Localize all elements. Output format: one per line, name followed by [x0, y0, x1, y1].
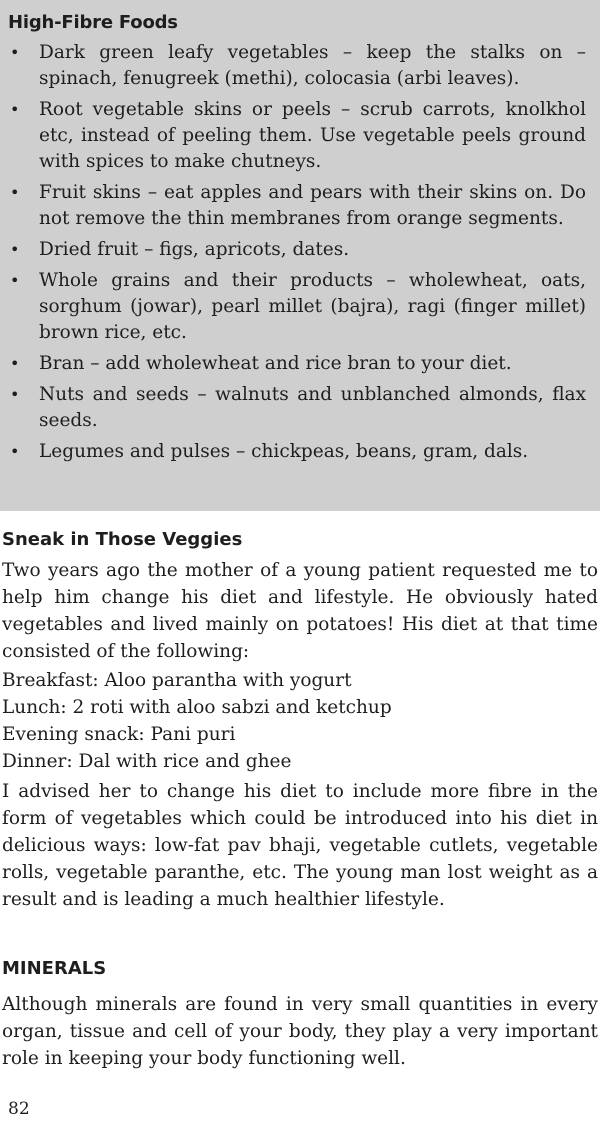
bullet-icon: •: [10, 354, 20, 373]
veggies-intro: Two years ago the mother of a young patient requested me to help him change his diet and lifestyle. He obviously hated vegetables and lived mainly on potatoes! His diet at that time consisted of the following:: [2, 560, 598, 662]
list-item: [8, 97, 586, 175]
bullet-icon: •: [10, 43, 20, 62]
diet-list: [2, 667, 598, 775]
bullet-icon: •: [10, 183, 20, 202]
diet-item: Breakfast: Aloo parantha with yogurt: [2, 670, 352, 691]
list-item: [8, 351, 586, 377]
bullet-icon: •: [10, 240, 20, 259]
page-number: 82: [8, 1099, 30, 1119]
high-fibre-foods-box: [0, 0, 600, 511]
minerals-heading: MINERALS: [2, 958, 107, 979]
bullet-icon: •: [10, 385, 20, 404]
bullet-icon: •: [10, 442, 20, 461]
list-item-text: Bran – add wholewheat and rice bran to your diet.: [39, 353, 512, 374]
veggies-advice: I advised her to change his diet to include more fibre in the form of vegetables which could be introduced into his diet in delicious ways: low-fat pav bhaji, vegetable cutlets, vegetable rolls, vegetable paranthe, etc. The young man lost weight as a result and is leading a much healthier lifestyle.: [2, 781, 598, 910]
list-item-text: Dried fruit – figs, apricots, dates.: [39, 239, 350, 260]
list-item: [8, 180, 586, 232]
veggies-heading: Sneak in Those Veggies: [2, 529, 243, 550]
list-item: [8, 237, 586, 263]
minerals-section: [0, 956, 600, 1072]
diet-item: Lunch: 2 roti with aloo sabzi and ketchup: [2, 697, 392, 718]
list-item-text: Fruit skins – eat apples and pears with their skins on. Do not remove the thin membranes from orange segments.: [39, 182, 586, 229]
list-item: [8, 382, 586, 434]
list-item-text: Nuts and seeds – walnuts and unblanched almonds, flax seeds.: [39, 384, 586, 431]
bullet-icon: •: [10, 271, 20, 290]
list-item: [8, 439, 586, 465]
list-item-text: Dark green leafy vegetables – keep the stalks on – spinach, fenugreek (methi), colocasia (arbi leaves).: [39, 42, 586, 89]
list-item-text: Whole grains and their products – wholewheat, oats, sorghum (jowar), pearl millet (bajra), ragi (finger millet) brown rice, etc.: [39, 270, 586, 343]
list-item: [8, 268, 586, 346]
list-item-text: Root vegetable skins or peels – scrub carrots, knolkhol etc, instead of peeling them. Use vegetable peels ground with spices to make chutneys.: [39, 99, 586, 172]
veggies-section: [0, 527, 600, 913]
bullet-icon: •: [10, 100, 20, 119]
diet-item: Evening snack: Pani puri: [2, 724, 236, 745]
list-item: [8, 40, 586, 92]
diet-item: Dinner: Dal with rice and ghee: [2, 751, 292, 772]
list-item-text: Legumes and pulses – chickpeas, beans, gram, dals.: [39, 441, 529, 462]
box-title: High-Fibre Foods: [8, 12, 178, 33]
minerals-text: Although minerals are found in very small quantities in every organ, tissue and cell of your body, they play a very important role in keeping your body functioning well.: [2, 994, 598, 1069]
fibre-list: [8, 40, 586, 465]
